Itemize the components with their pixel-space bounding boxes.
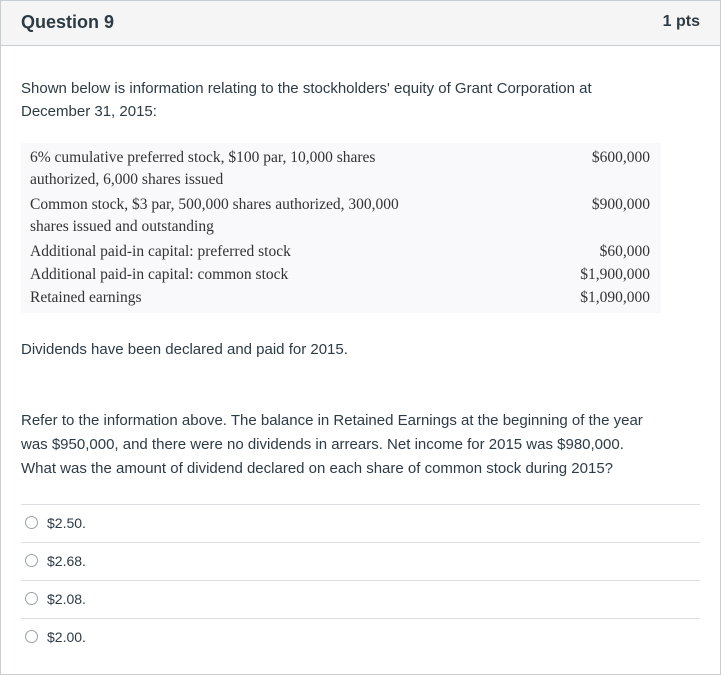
equity-row-apic-preferred [30, 241, 650, 263]
answer-option-2[interactable] [21, 542, 700, 580]
question-points: 1 pts [662, 13, 700, 30]
dividends-note: Dividends have been declared and paid for 2015. [21, 341, 348, 358]
equity-label-line-1: Common stock, $3 par, 500,000 shares authorized, 300,000 [30, 196, 399, 213]
radio-button[interactable] [25, 516, 38, 529]
answer-label[interactable]: $2.08. [47, 591, 86, 607]
equity-row-apic-common [30, 264, 650, 286]
radio-button[interactable] [25, 592, 38, 605]
equity-row-label: Retained earnings [30, 289, 142, 306]
answer-label[interactable]: $2.50. [47, 515, 86, 531]
answer-label[interactable]: $2.00. [47, 629, 86, 645]
equity-row-label: Additional paid-in capital: preferred stock [30, 243, 291, 260]
radio-button[interactable] [25, 630, 38, 643]
equity-row-amount: $900,000 [591, 196, 650, 213]
equity-label-line-2: authorized, 6,000 shares issued [30, 171, 224, 188]
question-intro [21, 77, 661, 123]
intro-line-1: Shown below is information relating to the stockholders' equity of Grant Corporation at [21, 80, 592, 97]
question-prompt [21, 409, 691, 481]
answer-label[interactable]: $2.68. [47, 553, 86, 569]
question-header [1, 1, 720, 46]
equity-row-retained-earnings [30, 287, 650, 309]
question-title: Question 9 [21, 12, 115, 32]
prompt-line-3: What was the amount of dividend declared on each share of common stock during 2015? [21, 460, 614, 477]
equity-row-common-stock [30, 194, 650, 238]
equity-row-amount: $1,090,000 [580, 289, 650, 306]
equity-row-label [30, 194, 500, 238]
equity-label-line-1: 6% cumulative preferred stock, $100 par, 10,000 shares [30, 149, 376, 166]
equity-table [21, 143, 661, 313]
radio-button[interactable] [25, 554, 38, 567]
equity-label-line-2: shares issued and outstanding [30, 218, 214, 235]
answer-option-3[interactable] [21, 580, 700, 618]
equity-row-amount: $60,000 [599, 243, 650, 260]
prompt-line-1: Refer to the information above. The balance in Retained Earnings at the beginning of the year [21, 412, 643, 429]
intro-line-2: December 31, 2015: [21, 103, 157, 120]
answer-option-1[interactable] [21, 504, 700, 542]
equity-row-amount: $1,900,000 [580, 266, 650, 283]
answer-option-4[interactable] [21, 618, 700, 656]
equity-row-label [30, 147, 500, 191]
equity-row-preferred-stock [30, 147, 650, 191]
prompt-line-2: was $950,000, and there were no dividends in arrears. Net income for 2015 was $980,000. [21, 436, 624, 453]
equity-row-amount: $600,000 [591, 149, 650, 166]
equity-row-label: Additional paid-in capital: common stock [30, 266, 289, 283]
answer-list [21, 504, 700, 656]
